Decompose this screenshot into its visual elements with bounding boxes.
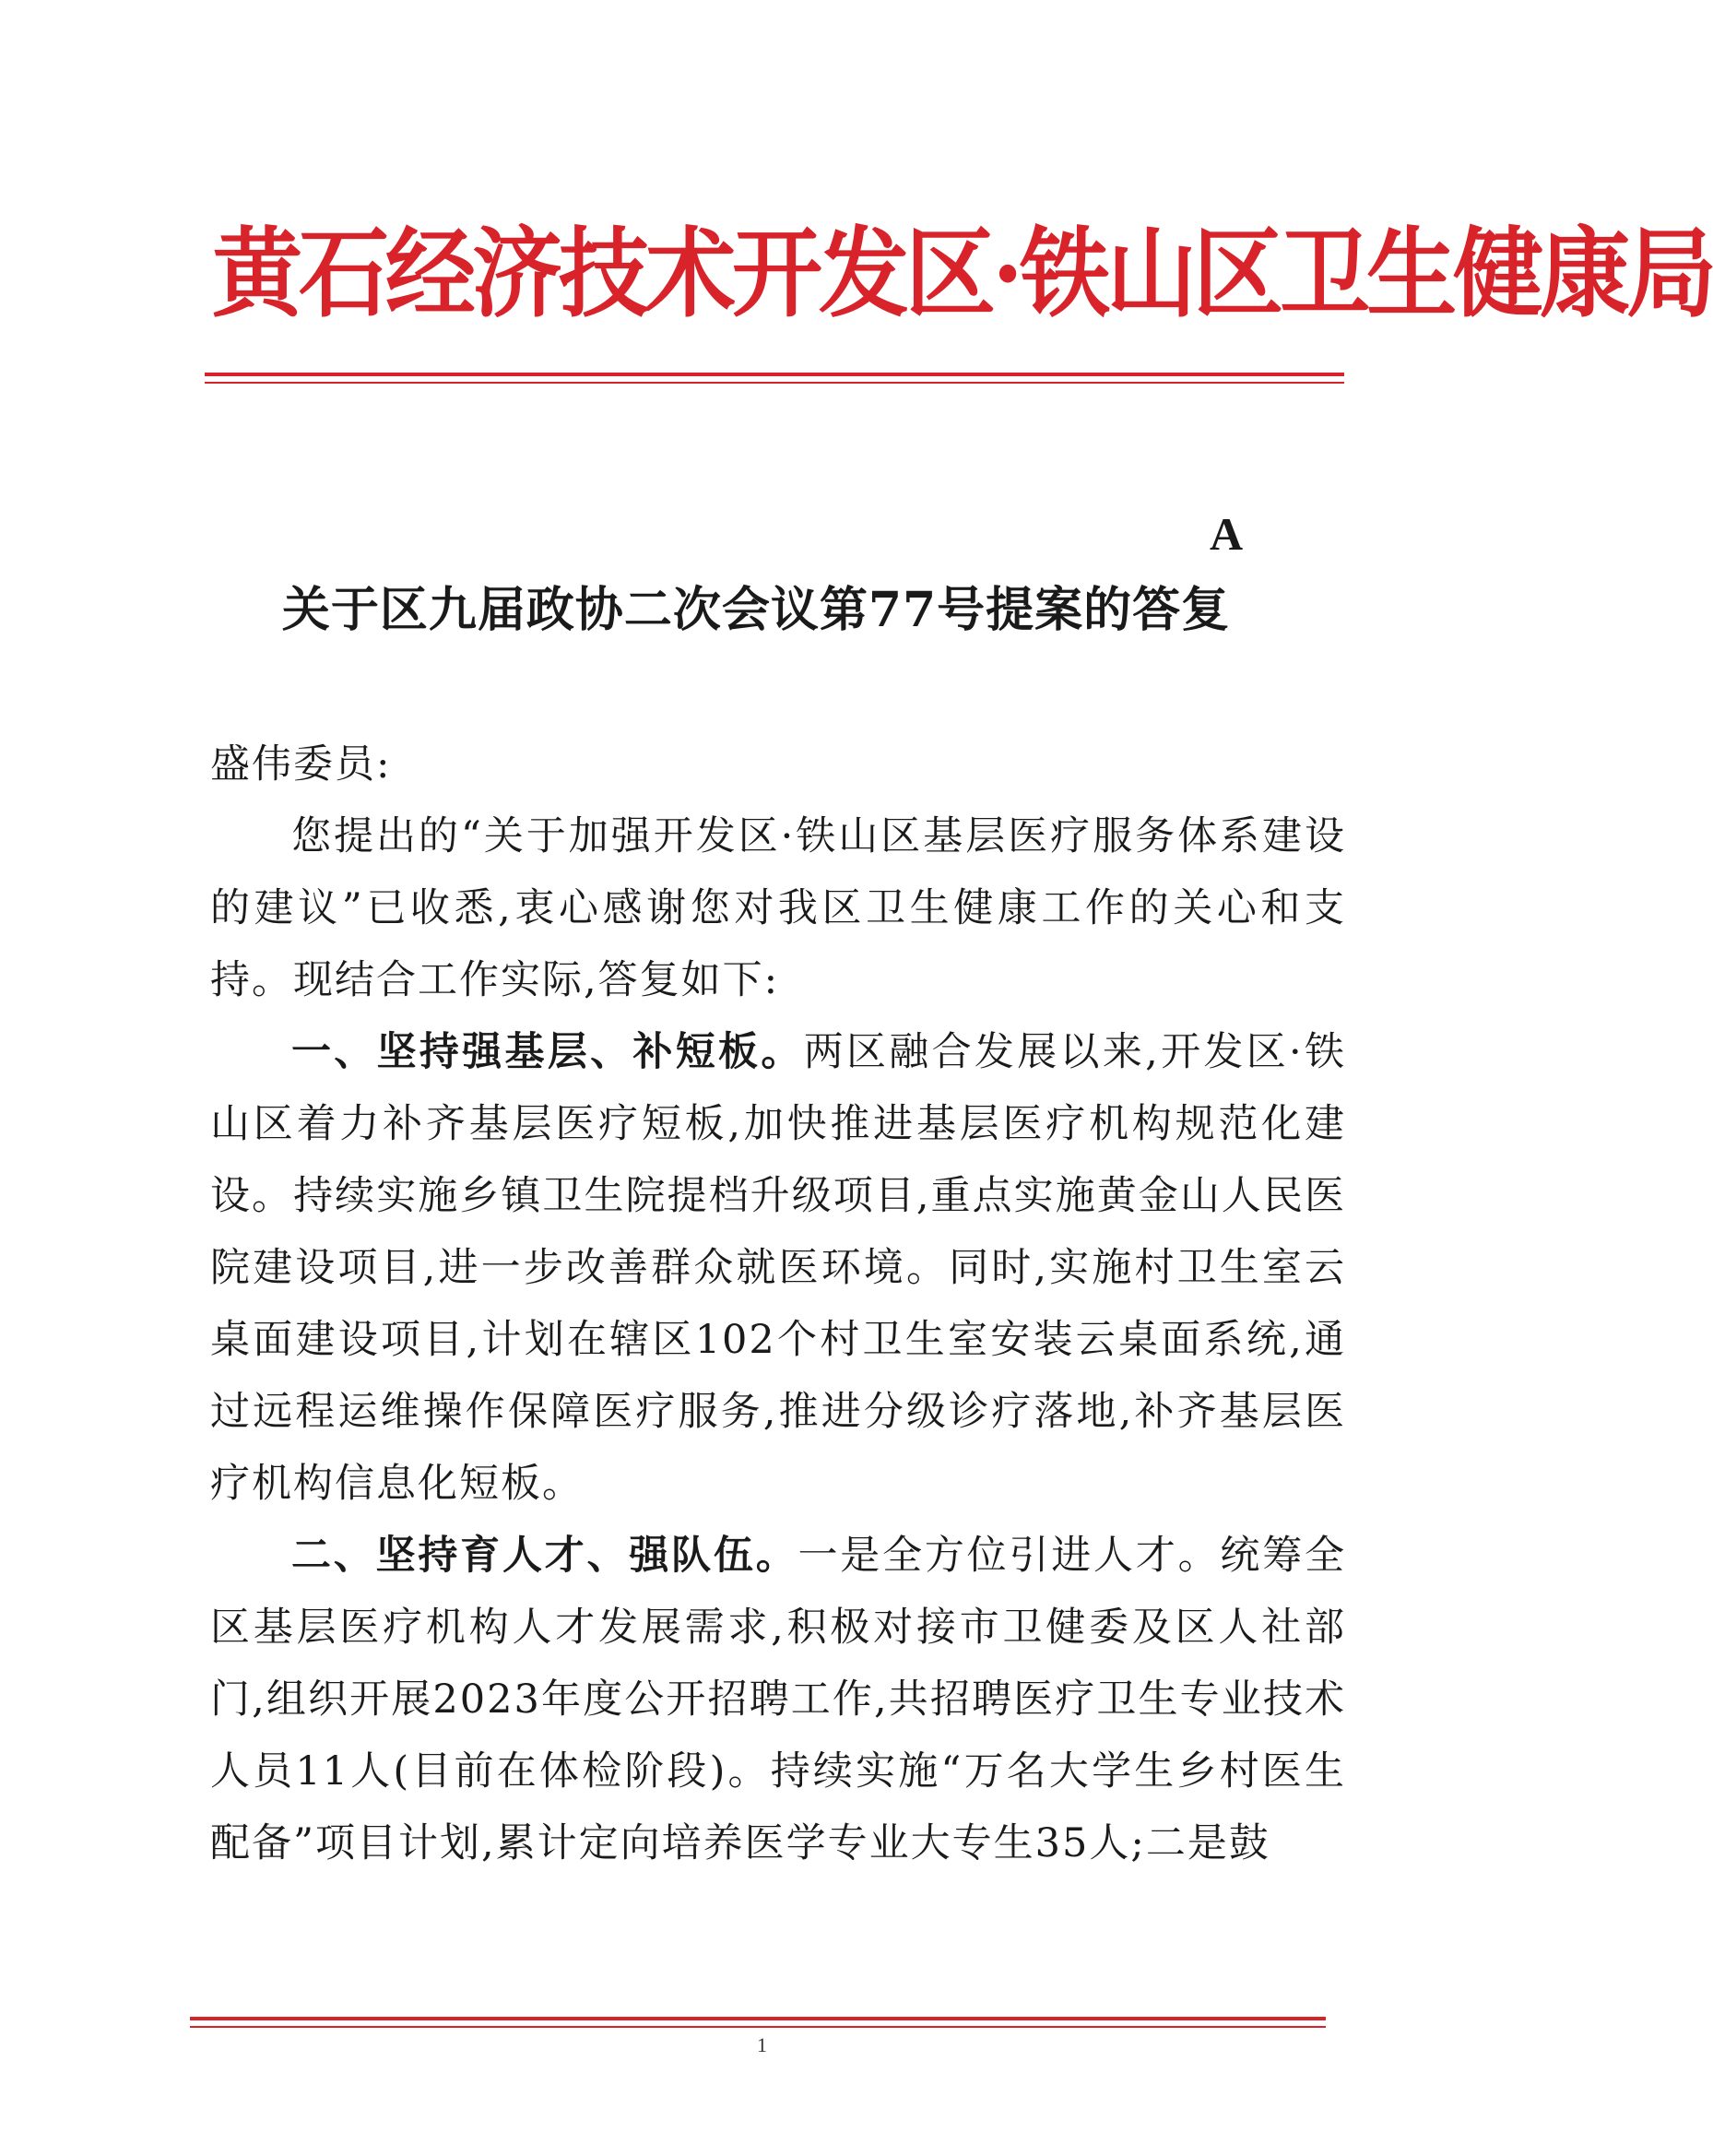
grade-mark: A xyxy=(1210,508,1244,560)
section-heading: 二、坚持育人才、强队伍。 xyxy=(291,1533,798,1579)
paragraph-text: 两区融合发展以来,开发区·铁山区着力补齐基层医疗短板,加快推进基层医疗机构规范化建设。持续实施乡镇卫生院提档升级项目,重点实施黄金山人民医院建设项目,进一步改善群众就医环境。同时,实施村卫生室云桌面建设项目,计划在辖区102个村卫生室安装云桌面系统,通过远程运维操作保障医疗服务,推进分级诊疗落地,补齐基层医疗机构信息化短板。 xyxy=(210,1029,1347,1507)
paragraph-text: 一是全方位引进人才。统筹全区基层医疗机构人才发展需求,积极对接市卫健委及区人社部门,组织开展2023年度公开招聘工作,共招聘医疗卫生专业技术人员11人(目前在体检阶段)。持续实施“万名大学生乡村医生配备”项目计划,累计定向培养医学专业大专生35人;二是鼓 xyxy=(210,1533,1346,1866)
footer-red-rule xyxy=(190,2017,1326,2030)
paragraph-text: 您提出的“关于加强开发区·铁山区基层医疗服务体系建设的建议”已收悉,衷心感谢您对我区卫生健康工作的关心和支持。现结合工作实际,答复如下: xyxy=(210,813,1346,1003)
letterhead-red-rule xyxy=(205,373,1344,385)
letterhead-org-name: 黄石经济技术开发区·铁山区卫生健康局 xyxy=(212,217,1713,332)
document-body xyxy=(210,729,1346,1879)
document-title: 关于区九届政协二次会议第77号提案的答复 xyxy=(281,582,1231,638)
rule-thin-line xyxy=(190,2026,1326,2028)
rule-thin-line xyxy=(205,382,1344,384)
rule-thick-line xyxy=(190,2017,1326,2020)
rule-thick-line xyxy=(205,373,1344,376)
paragraph-section-2 xyxy=(210,1520,1346,1879)
salutation: 盛伟委员: xyxy=(210,741,392,788)
section-heading: 一、坚持强基层、补短板。 xyxy=(291,1029,804,1075)
page-number: 1 xyxy=(757,2033,767,2056)
paragraph-section-1 xyxy=(210,1016,1346,1520)
paragraph-intro xyxy=(210,800,1346,1016)
